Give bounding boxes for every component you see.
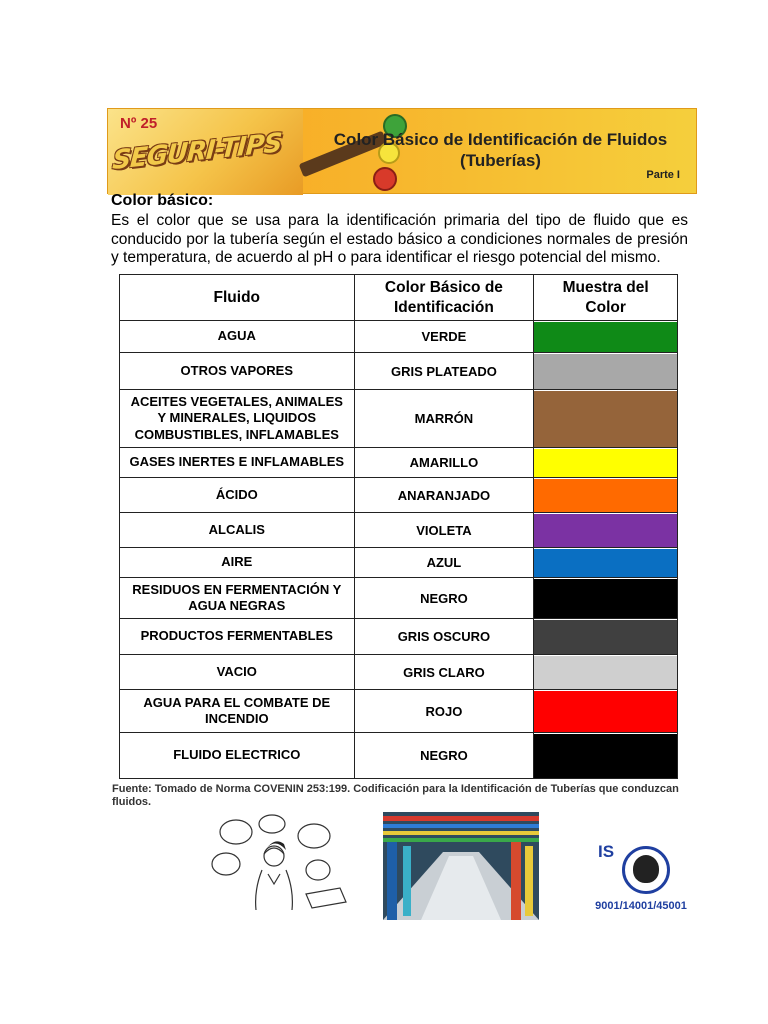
intro-paragraph: Es el color que se usa para la identificación primaria del tipo de fluido que es conducido por la tubería según el estado básico a condiciones normales de presión y temperatura, de acuerdo al pH o para identificar el riesgo potencial del mismo. [111,212,688,266]
color-name-cell: GRIS PLATEADO [354,353,534,390]
color-name-cell: GRIS CLARO [354,655,534,690]
color-sample-cell [534,733,678,779]
color-sample-cell [534,548,678,578]
part-label: Parte I [646,169,680,181]
certification-seal-icon [622,846,670,894]
fluid-cell [120,578,355,619]
table-row [120,655,678,690]
fluid-cell [120,321,355,353]
color-sample-cell [534,478,678,513]
header-sample [534,275,678,321]
fluid-line: Y MINERALES, LIQUIDOS [157,410,317,426]
color-sample-cell [534,578,678,619]
table-row [120,353,678,390]
color-name-cell: NEGRO [354,733,534,779]
header-sample-line-1: Muestra del [562,278,649,296]
color-swatch [534,691,677,732]
table-header-row [120,275,678,321]
color-swatch [534,549,677,577]
table-row [120,478,678,513]
color-swatch [534,579,677,618]
color-swatch [534,514,677,547]
cert-standards: 9001/14001/45001 [595,900,687,912]
seguri-tips-logo: SEGURI-TIPS [111,127,283,177]
color-swatch [534,479,677,512]
color-name-cell: AMARILLO [354,448,534,478]
color-sample-cell [534,321,678,353]
header-color [354,275,534,321]
table-row [120,390,678,448]
fluid-line: OTROS VAPORES [180,362,293,378]
color-swatch [534,322,677,352]
fluid-cell [120,390,355,448]
fluid-line: INCENDIO [205,711,269,726]
color-name-cell: NEGRO [354,578,534,619]
fluid-cell [120,619,355,655]
fluid-line: AGUA NEGRAS [188,598,286,613]
fluid-line: COMBUSTIBLES, INFLAMABLES [134,426,339,442]
table-row [120,619,678,655]
issue-number: Nº 25 [120,115,158,132]
header-sample-line-2: Color [585,298,626,316]
header-fluid: Fluido [120,275,355,321]
header-banner [107,108,697,194]
fluid-cell [120,690,355,733]
color-swatch [534,449,677,477]
color-name-cell: AZUL [354,548,534,578]
fluid-line: ACEITES VEGETALES, ANIMALES [130,393,343,409]
section-heading: Color básico: [111,192,214,209]
table-row [120,690,678,733]
source-note: Fuente: Tomado de Norma COVENIN 253:199. Codificación para la Identificación de Tuberías que conduzcan fluidos. [112,783,679,808]
fluid-cell [120,513,355,548]
table-row [120,513,678,548]
color-table [119,274,678,779]
certification-logo [586,842,696,920]
fluid-cell [120,478,355,513]
fluid-line: ALCALIS [208,521,265,537]
color-swatch [534,656,677,689]
color-name-cell: VIOLETA [354,513,534,548]
fluid-line: AIRE [221,554,253,570]
fluid-line: AGUA [217,328,256,344]
color-swatch [534,620,677,654]
color-sample-cell [534,390,678,448]
page-title [313,129,688,171]
fluid-line: AGUA PARA EL COMBATE DE [143,694,331,710]
color-sample-cell [534,353,678,390]
color-name-cell: ROJO [354,690,534,733]
fluid-cell [120,733,355,779]
fluid-line: VACIO [216,663,257,679]
title-line-2: (Tuberías) [460,151,541,170]
fluid-cell [120,548,355,578]
fluid-line: PRODUCTOS FERMENTABLES [140,628,333,644]
color-sample-cell [534,655,678,690]
table-row [120,578,678,619]
color-sample-cell [534,619,678,655]
color-name-cell: VERDE [354,321,534,353]
color-sample-cell [534,690,678,733]
color-name-cell: GRIS OSCURO [354,619,534,655]
table-row [120,448,678,478]
fluid-line: GASES INERTES E INFLAMABLES [129,454,345,470]
table-row [120,321,678,353]
fluid-line: RESIDUOS EN FERMENTACIÓN Y [132,581,342,597]
color-sample-cell [534,448,678,478]
title-line-1: Color Básico de Identificación de Fluidos [333,130,668,149]
cert-prefix: IS [598,842,615,861]
fluid-cell [120,655,355,690]
color-swatch [534,734,677,778]
fluid-line: FLUIDO ELECTRICO [173,747,301,763]
header-color-line-1: Color Básico de [384,278,503,296]
fluid-cell [120,448,355,478]
fluid-cell [120,353,355,390]
pipe-corridor-photo [383,812,539,920]
color-name-cell: MARRÓN [354,390,534,448]
color-swatch [534,391,677,447]
table-row [120,548,678,578]
color-swatch [534,354,677,389]
thinking-person-illustration [206,814,348,914]
header-color-line-2: Identificación [393,298,494,316]
table-row [120,733,678,779]
fluid-line: ÁCIDO [215,486,258,502]
color-name-cell: ANARANJADO [354,478,534,513]
color-sample-cell [534,513,678,548]
